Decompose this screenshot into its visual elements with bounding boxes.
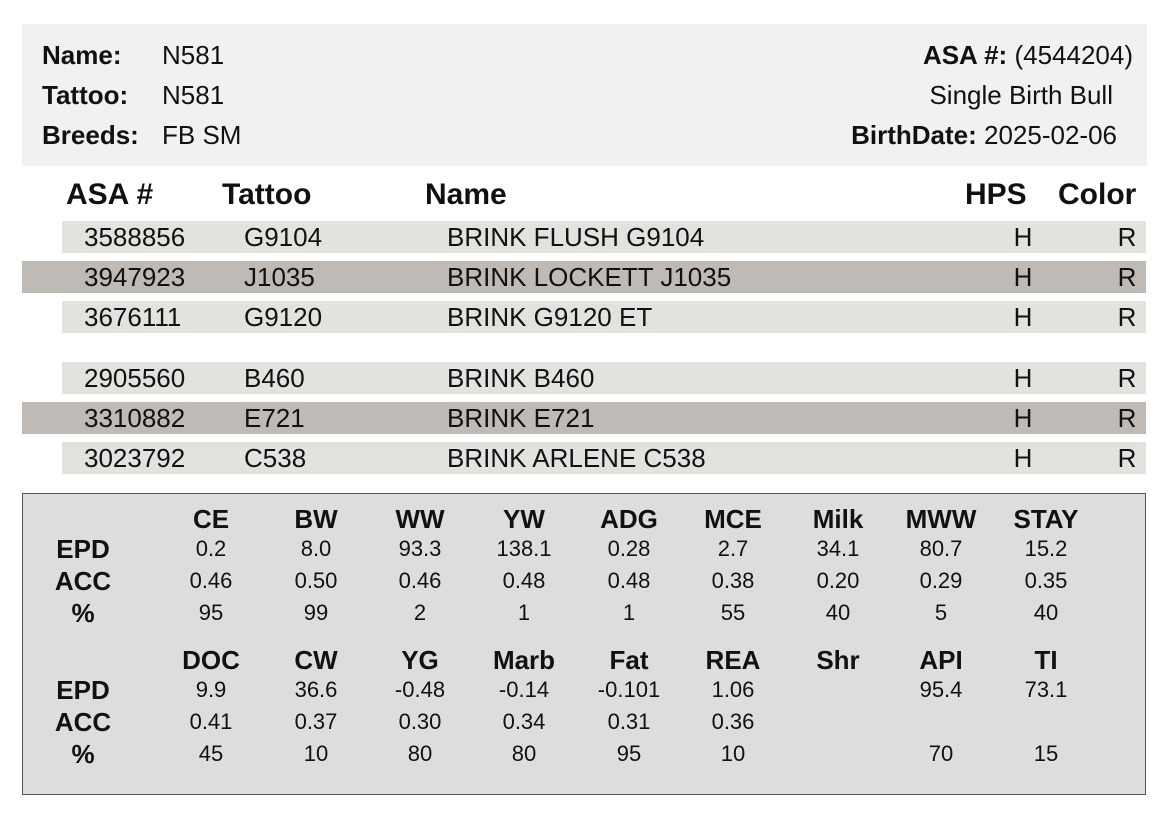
pedigree-cell-asa: 2905560 bbox=[84, 363, 186, 393]
epd-row-label: % bbox=[71, 739, 95, 769]
pedigree-row bbox=[62, 442, 1146, 474]
pedigree-cell-asa: 3947923 bbox=[84, 262, 186, 292]
pedigree-row bbox=[22, 402, 1146, 434]
epd-row-label: ACC bbox=[54, 566, 112, 596]
epd-value-epd: -0.48 bbox=[394, 677, 446, 702]
asa-label: ASA #: bbox=[922, 40, 1008, 70]
pedigree-row bbox=[62, 301, 1146, 333]
birthdate-value: 2025-02-06 bbox=[984, 120, 1117, 150]
epd-value-acc: 0.35 bbox=[1024, 568, 1068, 593]
col-header-name: Name bbox=[425, 178, 507, 211]
epd-value-acc: 0.20 bbox=[816, 568, 860, 593]
epd-value-epd: 0.2 bbox=[195, 536, 227, 561]
col-header-asa: ASA # bbox=[66, 178, 154, 211]
epd-value-acc: 0.41 bbox=[189, 709, 233, 734]
asa-line bbox=[923, 40, 1133, 70]
epd-trait-header: ADG bbox=[600, 504, 658, 534]
pedigree-cell-name: BRINK G9120 ET bbox=[447, 302, 653, 332]
epd-trait-header: CW bbox=[294, 645, 338, 675]
pedigree-cell-color: R bbox=[1117, 302, 1137, 332]
epd-value-epd: 0.28 bbox=[607, 536, 651, 561]
pedigree-cell-asa: 3588856 bbox=[84, 222, 186, 252]
pedigree-cell-name: BRINK E721 bbox=[447, 403, 595, 433]
epd-value-acc: 0.38 bbox=[711, 568, 755, 593]
epd-value-acc: 0.31 bbox=[607, 709, 651, 734]
epd-value-acc: 0.37 bbox=[294, 709, 338, 734]
name-label: Name: bbox=[42, 40, 122, 70]
epd-trait-header: Marb bbox=[492, 645, 556, 675]
pedigree-cell-color: R bbox=[1117, 443, 1137, 473]
epd-trait-header: BW bbox=[294, 504, 338, 534]
epd-value-epd: -0.101 bbox=[597, 677, 661, 702]
epd-value-epd: 15.2 bbox=[1024, 536, 1068, 561]
pedigree-cell-tattoo: G9120 bbox=[244, 302, 323, 332]
epd-value-epd: 1.06 bbox=[711, 677, 755, 702]
pedigree-cell-tattoo: C538 bbox=[244, 443, 307, 473]
pedigree-cell-hps: H bbox=[1013, 443, 1033, 473]
pedigree-cell-name: BRINK B460 bbox=[447, 363, 595, 393]
epd-trait-header: REA bbox=[705, 645, 761, 675]
epd-value-acc: 0.30 bbox=[398, 709, 442, 734]
col-header-hps: HPS bbox=[965, 178, 1027, 211]
epd-value-pct: 15 bbox=[1033, 741, 1059, 766]
pedigree-row bbox=[62, 362, 1146, 394]
pedigree-cell-color: R bbox=[1117, 403, 1137, 433]
epd-value-pct: 80 bbox=[511, 741, 537, 766]
epd-row-label: EPD bbox=[56, 675, 110, 705]
name-value: N581 bbox=[162, 40, 225, 70]
epd-value-acc: 0.46 bbox=[189, 568, 233, 593]
animal-info-panel bbox=[22, 24, 1147, 166]
epd-row-label: ACC bbox=[54, 707, 112, 737]
epd-value-pct: 55 bbox=[720, 600, 746, 625]
epd-value-pct: 99 bbox=[303, 600, 329, 625]
pedigree-cell-tattoo: E721 bbox=[244, 403, 305, 433]
epd-value-pct: 40 bbox=[825, 600, 851, 625]
epd-trait-header: CE bbox=[192, 504, 230, 534]
epd-row-label: % bbox=[71, 598, 95, 628]
pedigree-cell-hps: H bbox=[1013, 222, 1033, 252]
epd-value-pct: 1 bbox=[517, 600, 531, 625]
birth-type: Single Birth Bull bbox=[929, 80, 1113, 110]
epd-value-acc: 0.46 bbox=[398, 568, 442, 593]
epd-value-epd: 34.1 bbox=[816, 536, 860, 561]
epd-trait-header: MCE bbox=[704, 504, 762, 534]
pedigree-cell-tattoo: J1035 bbox=[244, 262, 315, 292]
tattoo-value: N581 bbox=[162, 80, 225, 110]
epd-trait-header: Milk bbox=[812, 504, 864, 534]
asa-value: (4544204) bbox=[1014, 40, 1133, 70]
epd-value-pct: 10 bbox=[720, 741, 746, 766]
epd-value-pct: 95 bbox=[616, 741, 642, 766]
breeds-line bbox=[42, 120, 242, 150]
pedigree-row bbox=[62, 221, 1146, 253]
epd-value-acc: 0.34 bbox=[502, 709, 546, 734]
epd-value-pct: 70 bbox=[928, 741, 954, 766]
pedigree-cell-color: R bbox=[1117, 222, 1137, 252]
epd-value-pct: 80 bbox=[407, 741, 433, 766]
pedigree-cell-name: BRINK FLUSH G9104 bbox=[447, 222, 705, 252]
epd-trait-header: YW bbox=[503, 504, 545, 534]
breeds-label: Breeds: bbox=[42, 120, 139, 150]
epd-value-epd: 2.7 bbox=[717, 536, 749, 561]
epd-value-pct: 45 bbox=[198, 741, 224, 766]
epd-trait-header: Shr bbox=[816, 645, 860, 675]
epd-trait-header: Fat bbox=[609, 645, 649, 675]
col-header-tattoo: Tattoo bbox=[222, 178, 312, 211]
epd-trait-header: WW bbox=[395, 504, 445, 534]
pedigree-cell-tattoo: B460 bbox=[244, 363, 305, 393]
birthdate-label: BirthDate: bbox=[851, 120, 977, 150]
epd-value-acc: 0.29 bbox=[919, 568, 963, 593]
pedigree-cell-name: BRINK LOCKETT J1035 bbox=[447, 262, 732, 292]
pedigree-cell-hps: H bbox=[1013, 262, 1033, 292]
tattoo-label: Tattoo: bbox=[42, 80, 129, 110]
pedigree-cell-hps: H bbox=[1013, 403, 1033, 433]
birthdate-line bbox=[851, 120, 1117, 150]
epd-value-epd: 9.9 bbox=[195, 677, 227, 702]
pedigree-cell-tattoo: G9104 bbox=[244, 222, 323, 252]
epd-trait-header: API bbox=[919, 645, 963, 675]
epd-value-acc: 0.36 bbox=[711, 709, 755, 734]
epd-trait-header: MWW bbox=[905, 504, 977, 534]
name-line bbox=[42, 40, 225, 70]
epd-value-pct: 40 bbox=[1033, 600, 1059, 625]
epd-value-epd: 73.1 bbox=[1024, 677, 1068, 702]
pedigree-cell-color: R bbox=[1117, 262, 1137, 292]
pedigree-cell-asa: 3310882 bbox=[84, 403, 186, 433]
epd-row-label: EPD bbox=[56, 534, 110, 564]
epd-value-epd: 80.7 bbox=[919, 536, 963, 561]
pedigree-row bbox=[22, 261, 1146, 293]
epd-value-acc: 0.50 bbox=[294, 568, 338, 593]
epd-value-pct: 2 bbox=[413, 600, 427, 625]
epd-value-acc: 0.48 bbox=[502, 568, 546, 593]
pedigree-cell-color: R bbox=[1117, 363, 1137, 393]
pedigree-cell-asa: 3676111 bbox=[84, 302, 182, 332]
epd-value-epd: 8.0 bbox=[300, 536, 332, 561]
epd-panel bbox=[22, 493, 1146, 795]
breeds-value: FB SM bbox=[162, 120, 242, 150]
epd-value-pct: 1 bbox=[622, 600, 636, 625]
epd-value-epd: 93.3 bbox=[398, 536, 442, 561]
epd-value-epd: 138.1 bbox=[496, 536, 552, 561]
epd-trait-header: DOC bbox=[182, 645, 240, 675]
pedigree-cell-name: BRINK ARLENE C538 bbox=[447, 443, 706, 473]
epd-value-pct: 95 bbox=[198, 600, 224, 625]
pedigree-cell-hps: H bbox=[1013, 302, 1033, 332]
pedigree-cell-asa: 3023792 bbox=[84, 443, 186, 473]
epd-trait-header: STAY bbox=[1013, 504, 1079, 534]
tattoo-line bbox=[42, 80, 225, 110]
pedigree-cell-hps: H bbox=[1013, 363, 1033, 393]
epd-value-pct: 5 bbox=[934, 600, 948, 625]
epd-trait-header: TI bbox=[1034, 645, 1058, 675]
epd-trait-header: YG bbox=[401, 645, 439, 675]
epd-value-pct: 10 bbox=[303, 741, 329, 766]
epd-value-epd: 95.4 bbox=[919, 677, 963, 702]
epd-value-epd: 36.6 bbox=[294, 677, 338, 702]
col-header-color: Color bbox=[1058, 178, 1137, 211]
epd-value-epd: -0.14 bbox=[498, 677, 550, 702]
epd-value-acc: 0.48 bbox=[607, 568, 651, 593]
